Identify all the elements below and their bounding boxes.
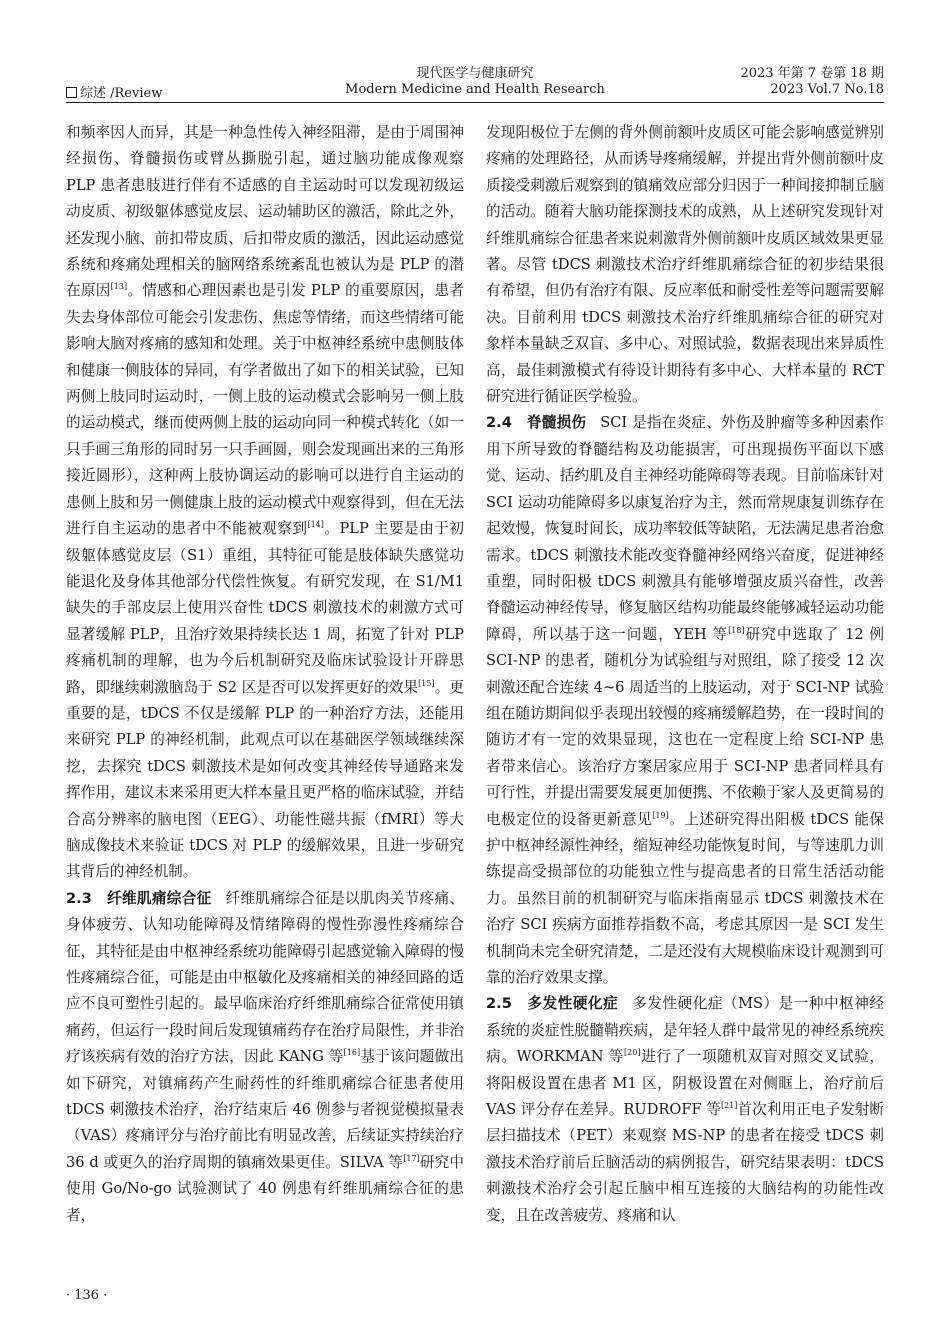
citation-15: [15] (418, 678, 435, 688)
left-column (66, 120, 464, 1229)
section-2-3-title: 2.3 纤维肌痛综合征 (66, 889, 212, 907)
page-number: · 136 · (66, 1288, 108, 1303)
issue-info-en: 2023 Vol.7 No.18 (770, 82, 884, 97)
journal-title-en: Modern Medicine and Health Research (345, 82, 605, 97)
section-2-3: 2.3 纤维肌痛综合征 纤维肌痛综合征是以肌肉关节疼痛、身体疲劳、认知功能障碍及情绪障碍的慢性弥漫性疼痛综合征，其特征是由中枢神经系统功能障碍引起感觉输入障碍的慢性疼痛综合征，可能是由中枢敏化及疼痛相关的神经回路的适应不良可塑性引起的。最早临床治疗纤维肌痛综合征常使用镇痛药，但运行一段时间后发现镇痛药存在治疗局限性，并非治疗该疾病有效的治疗方法，因此 KANG 等[16]基于该问题做出如下研究，对镇痛药产生耐药性的纤维肌痛综合征患者使用 tDCS 刺激技术治疗，治疗结束后 46 例参与者视觉模拟量表（VAS）疼痛评分与治疗前比有明显改善，后续证实持续治疗 36 d 或更久的治疗周期的镇痛效果更佳。SILVA 等[17]研究中使用 Go/No-go 试验测试了 40 例患有纤维肌痛综合征的患者， (66, 889, 464, 1224)
journal-title-cn: 现代医学与健康研究 (416, 66, 534, 81)
header-divider (66, 102, 884, 103)
section-2-4-title: 2.4 脊髓损伤 (486, 414, 587, 432)
citation-21: [21] (720, 1101, 738, 1111)
section-label: 综述 /Review (66, 82, 162, 101)
section-2-5: 2.5 多发性硬化症 多发性硬化症（MS）是一种中枢神经系统的炎症性脱髓鞘疾病，是年轻人群中最常见的神经系统疾病。WORKMAN 等[20]进行了一项随机双盲对照交叉试验，将阳极设置在患者 M1 区，阴极设置在对侧眶上，治疗前后 VAS 评分存在差异。RUDROFF 等[21]首次利用正电子发射断层扫描技术（PET）来观察 MS-NP 的患者在接受 tDCS 刺激技术治疗前后丘脑活动的病例报告，研究结果表明：tDCS 刺激技术治疗会引起丘脑中相互连接的大脑结构的功能性改变，且在改善疲劳、疼痛和认 (486, 995, 884, 1224)
citation-17: [17] (403, 1153, 420, 1163)
citation-20: [20] (624, 1048, 641, 1058)
citation-19: [19] (652, 810, 669, 820)
issue-info-cn: 2023 年第 7 卷第 18 期 (740, 66, 884, 81)
citation-18: [18] (728, 625, 745, 635)
right-column (486, 120, 884, 1229)
section-2-5-title: 2.5 多发性硬化症 (486, 995, 619, 1013)
citation-14: [14] (307, 520, 324, 530)
citation-16: [16] (343, 1048, 361, 1058)
paragraph-plp: 和频率因人而异，其是一种急性传入神经阻滞，是由于周围神经损伤、脊髓损伤或臂丛撕脱引起，通过脑功能成像观察 PLP 患者患肢进行伴有不适感的自主运动时可以发现初级运动皮质、初级躯体感觉皮层、运动辅助区的激活，除此之外，还发现小脑、前扣带皮质、后扣带皮质的激活，因此运动感觉系统和疼痛处理相关的脑网络系统紊乱也被认为是 PLP 的潜在原因[13]。情感和心理因素也是引发 PLP 的重要原因，患者失去身体部位可能会引发悲伤、焦虑等情绪，而这些情绪可能影响大脑对疼痛的感知和处理。关于中枢神经系统中患侧肢体和健康一侧肢体的异同，有学者做出了如下的相关试验，已知两侧上肢同时运动时，一侧上肢的运动模式会影响另一侧上肢的运动模式，继而使两侧上肢的运动向同一种模式转化（如一只手画三角形的同时另一只手画圆，则会发现画出来的三角形接近圆形），这种两上肢协调运动的影响可以进行自主运动的患侧上肢和另一侧健康上肢的运动模式中观察得到，但在无法进行自主运动的患者中不能被观察到[14]。PLP 主要是由于初级躯体感觉皮层（S1）重组，其特征可能是肢体缺失感觉功能退化及身体其他部分代偿性恢复。有研究发现，在 S1/M1 缺失的手部皮层上使用兴奋性 tDCS 刺激技术的刺激方式可显著缓解 PLP，且治疗效果持续长达 1 周，拓宽了针对 PLP 疼痛机制的理解，也为今后机制研究及临床试验设计开辟思路，即继续刺激脑岛于 S2 区是否可以发挥更好的效果[15]。更重要的是，tDCS 不仅是缓解 PLP 的一种治疗方法，还能用来研究 PLP 的神经机制，此观点可以在基础医学领域继续深挖，去探究 tDCS 刺激技术是如何改变其神经传导通路来发挥作用，建议未来采用更大样本量且更严格的临床试验，并结合高分辨率的脑电图（EEG）、功能性磁共振（fMRI）等大脑成像技术来验证 tDCS 对 PLP 的缓解效果，且进一步研究其背后的神经机制。 (66, 124, 464, 881)
citation-13: [13] (110, 282, 128, 292)
section-2-4: 2.4 脊髓损伤 SCI 是指在炎症、外伤及肿瘤等多种因素作用下所导致的脊髓结构及功能损害，可出现损伤平面以下感觉、运动、括约肌及自主神经功能障碍等表现。目前临床针对 SCI 运动功能障碍多以康复治疗为主，然而常规康复训练存在起效慢，恢复时间长，成功率较低等缺陷，无法满足患者治愈需求。tDCS 刺激技术能改变脊髓神经网络兴奋度，促进神经重塑，同时阳极 tDCS 刺激具有能够增强皮质兴奋性，改善脊髓运动神经传导，修复脑区结构功能最终能够减轻运动功能障碍，所以基于这一问题，YEH 等[18]研究中选取了 12 例 SCI-NP 的患者，随机分为试验组与对照组，除了接受 12 次刺激还配合连续 4~6 周适当的上肢运动，对于 SCI-NP 试验组在随访期间似乎表现出较慢的疼痛缓解趋势，在一段时间的随访才有一定的效果显现，这也在一定程度上给 SCI-NP 患者带来信心。该治疗方案居家应用于 SCI-NP 患者同样具有可行性，并提出需要发展更加便携、不依赖于家人及更简易的电极定位的设备更新意见[19]。上述研究得出阳极 tDCS 能保护中枢神经源性神经，缩短神经功能恢复时间，与等速肌力训练提高受损部位的功能独立性与提高患者的日常生活活动能力。虽然目前的机制研究与临床指南显示 tDCS 刺激技术在治疗 SCI 疾病方面推荐指数不高，考虑其原因一是 SCI 发生机制尚未完全研究清楚，二是还没有大规模临床设计观测到可靠的治疗效果支撑。 (486, 414, 885, 986)
page-header (66, 60, 884, 104)
paragraph-fibromyalgia-cont: 发现阳极位于左侧的背外侧前额叶皮质区可能会影响感觉辨别疼痛的处理路径，从而诱导疼痛缓解，并提出背外侧前额叶皮质接受刺激后观察到的镇痛效应部分归因于一种间接抑制丘脑的活动。随着大脑功能探测技术的成熟，从上述研究发现针对纤维肌痛综合征患者来说刺激背外侧前额叶皮质区域效果更显著。尽管 tDCS 刺激技术治疗纤维肌痛综合征的初步结果很有希望，但仍有治疗有限、反应率低和耐受性差等问题需要解决。目前利用 tDCS 刺激技术治疗纤维肌痛综合征的研究对象样本量缺乏双盲、多中心、对照试验，数据表现出来异质性高，最佳刺激模式有待设计期待有多中心、大样本量的 RCT 研究进行循证医学检验。 (486, 124, 884, 406)
